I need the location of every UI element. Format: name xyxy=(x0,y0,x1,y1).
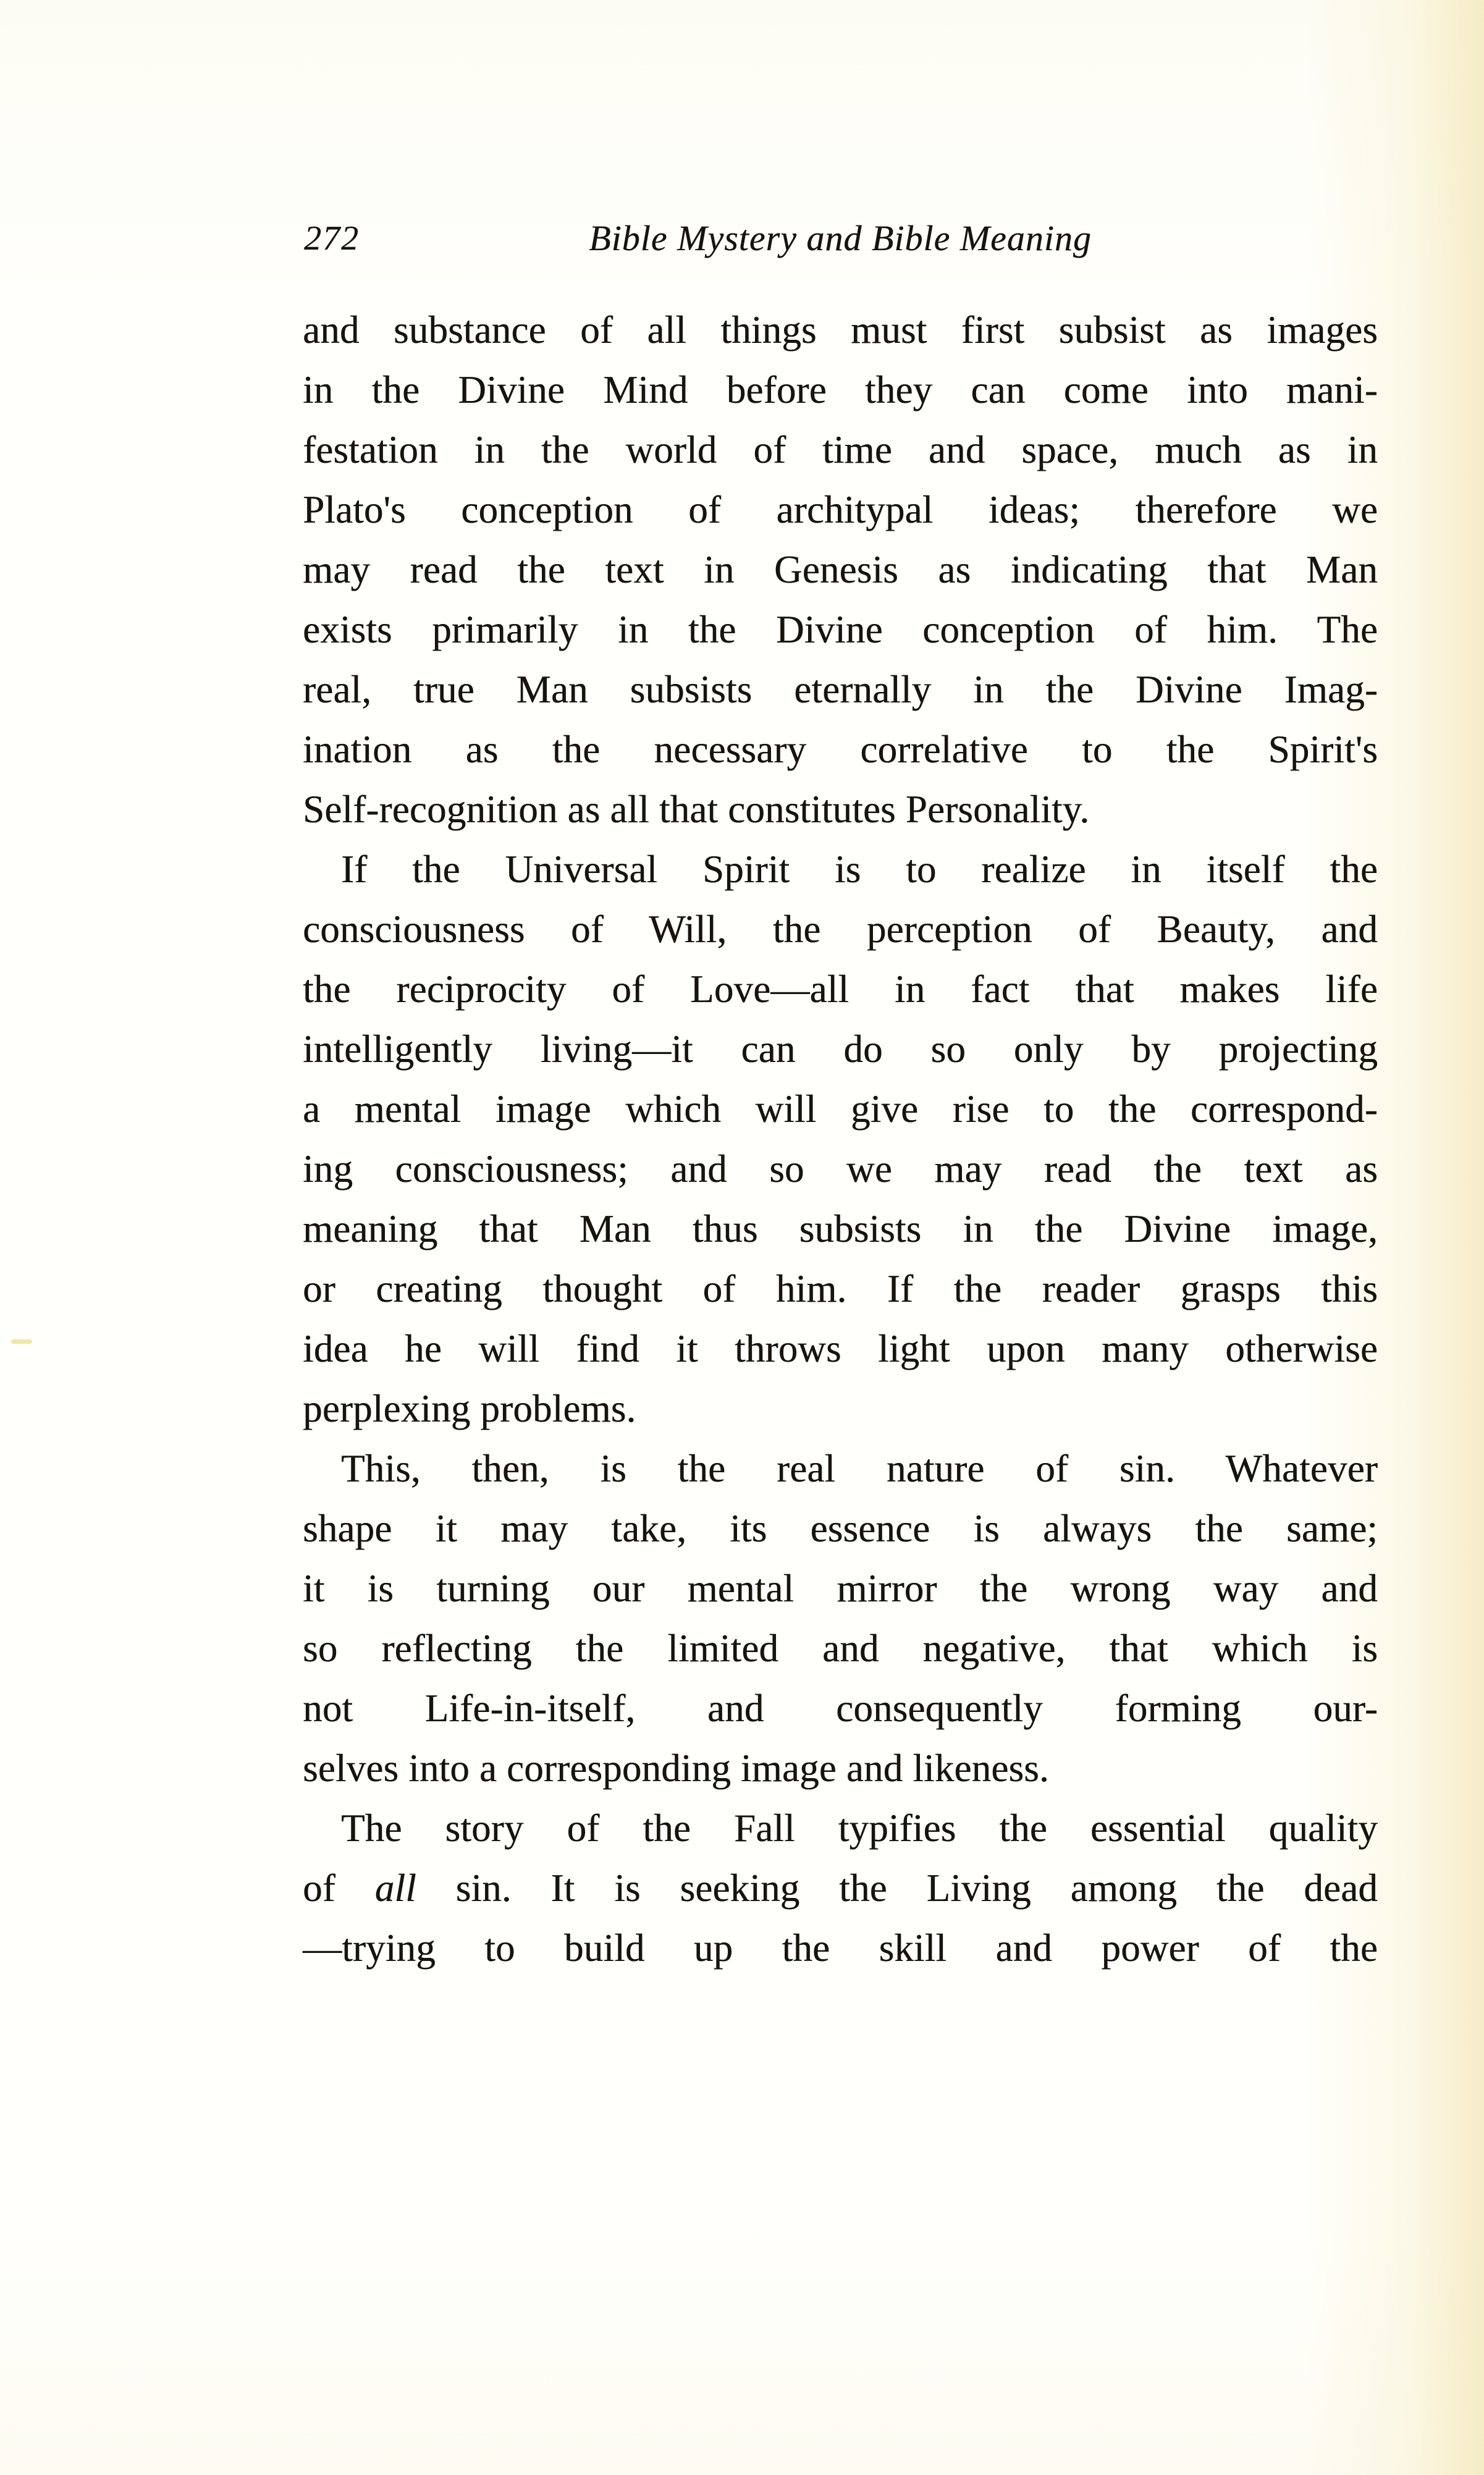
text-line xyxy=(303,1858,1378,1918)
text-line: exists primarily in the Divine conception of him. The xyxy=(303,608,1378,651)
text-line: meaning that Man thus subsists in the Divine image, xyxy=(303,1207,1378,1250)
text-line: ination as the necessary correlative to the Spirit's xyxy=(303,728,1378,771)
text-line: it is turning our mental mirror the wrong way and xyxy=(303,1567,1378,1610)
text-line: selves into a corresponding image and likeness. xyxy=(303,1747,1049,1790)
text-line: not Life-in-itself, and consequently forming our- xyxy=(303,1687,1378,1730)
text-line: ing consciousness; and so we may read the text as xyxy=(303,1147,1378,1191)
text-line: or creating thought of him. If the reader grasps this xyxy=(303,1267,1378,1310)
text-line: intelligently living—it can do so only by projecting xyxy=(303,1027,1378,1071)
text-line: so reflecting the limited and negative, that which is xyxy=(303,1627,1378,1670)
page-header xyxy=(303,214,1378,263)
text-fragment: sin. It is seeking the Living among the dead xyxy=(455,1866,1378,1910)
text-line: idea he will find it throws light upon many otherwise xyxy=(303,1327,1378,1370)
scan-blemish xyxy=(11,1339,32,1344)
text-line: Plato's conception of architypal ideas; therefore we xyxy=(303,488,1378,531)
text-fragment: of xyxy=(303,1866,335,1910)
page-body xyxy=(303,300,1378,1978)
text-line: and substance of all things must first subsist as images xyxy=(303,308,1378,352)
italic-word: all xyxy=(374,1866,416,1910)
text-line: consciousness of Will, the perception of Beauty, and xyxy=(303,908,1378,951)
text-line: real, true Man subsists eternally in the Divine Imag- xyxy=(303,668,1378,711)
text-line: in the Divine Mind before they can come into mani- xyxy=(303,368,1378,411)
text-line: perplexing problems. xyxy=(303,1387,636,1430)
text-line: This, then, is the real nature of sin. Whatever xyxy=(341,1447,1378,1490)
text-line: the reciprocity of Love—all in fact that makes life xyxy=(303,968,1378,1011)
text-line: If the Universal Spirit is to realize in itself the xyxy=(341,848,1378,891)
text-line: festation in the world of time and space, much as in xyxy=(303,428,1378,471)
text-line: The story of the Fall typifies the essential quality xyxy=(341,1807,1378,1850)
text-line: shape it may take, its essence is always the same; xyxy=(303,1507,1378,1550)
text-line: Self-recognition as all that constitutes Personality. xyxy=(303,788,1090,831)
text-line: a mental image which will give rise to the correspond- xyxy=(303,1087,1378,1131)
text-line: —trying to build up the skill and power of the xyxy=(303,1926,1378,1970)
running-title: Bible Mystery and Bible Meaning xyxy=(589,218,1092,258)
text-line: may read the text in Genesis as indicating that Man xyxy=(303,548,1378,591)
page-number: 272 xyxy=(304,219,360,258)
